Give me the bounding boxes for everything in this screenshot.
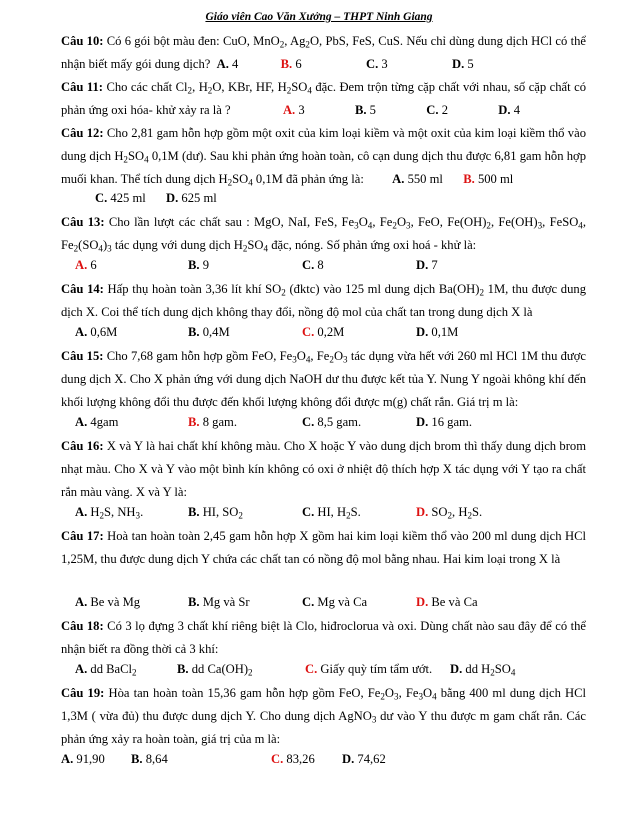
answer-option: B. 0,4M xyxy=(188,325,230,339)
question-label: Câu 12: xyxy=(61,126,104,140)
answer-option: C. 8,5 gam. xyxy=(302,415,362,429)
question-14: Câu 14: Hấp thụ hoàn toàn 3,36 lít khí $SO_2$ (đktc) vào 125 ml dung dịch $Ba(OH)_2$ 1M, thu được dung dịch X. Coi thể tích dung dịch không thay đổi, nồng độ mol của chất tan trong dung dịch X là xyxy=(61,282,586,319)
answer-option: B. 500 ml xyxy=(463,172,514,186)
question-15: Câu 15: Cho 7,68 gam hỗn hợp gồm FeO, $Fe_3O_4$, $Fe_2O_3$ tác dụng vừa hết với 260 ml HCl 1M thu được dung dịch X. Cho X phản ứng với dung dịch NaOH dư thu được kết tủa Y. Nung Y ngoài không khí đến khối lượng không đổi thu được đến khối lượng không đổi được m(g) chất rắn. Giá trị m là: xyxy=(61,349,586,409)
answer-option: D. 0,1M xyxy=(416,325,459,339)
answer-option: D. 74,62 xyxy=(342,752,386,766)
answer-option: B. Mg và Sr xyxy=(188,595,250,609)
answer-option: A. $H_2S$, $NH_3$. xyxy=(75,505,144,521)
answer-option: A. 91,90 xyxy=(61,752,105,766)
question-label: Câu 19: xyxy=(61,686,105,700)
question-label: Câu 15: xyxy=(61,349,104,363)
answer-option: C. 2 xyxy=(426,103,448,117)
question-11: Câu 11: Cho các chất $Cl_2$, $H_2O$, KBr, HF, $H_2SO_4$ đặc. Đem trộn từng cặp chất với nhau, số cặp chất có phản ứng oxi hóa- khử xảy ra là ? A. 3 B. 5 C. 2 D. 4 xyxy=(61,80,586,117)
answer-option: C. 83,26 xyxy=(271,752,315,766)
answer-option: D. 4 xyxy=(498,103,520,117)
answer-option: D. 16 gam. xyxy=(416,415,472,429)
answer-option: B. 5 xyxy=(354,103,376,117)
answer-option: C. 0,2M xyxy=(302,325,345,339)
answer-option: B. 8 gam. xyxy=(188,415,237,429)
question-label: Câu 14: xyxy=(61,282,104,296)
answer-option: C. 8 xyxy=(302,258,324,272)
question-10: Câu 10: Có 6 gói bột màu đen: CuO, MnO$_2$, $Ag_2O$, PbS, FeS, CuS. Nếu chỉ dùng dung dịch HCl có thể nhận biết mấy gói dung dịch? A. 4 B. 6 C. 3 D. 5 xyxy=(61,34,586,71)
question-16: Câu 16: X và Y là hai chất khí không màu. Cho X hoặc Y vào dung dịch brom thì thấy dung dịch brom nhạt màu. Cho X và Y vào một bình kín không có oxi ở nhiệt độ thích hợp X tác dụng với Y tạo ra chất rắn màu vàng. X và Y là: xyxy=(61,439,586,499)
answer-option: A. dd BaCl$_2$ xyxy=(75,662,137,678)
question-12: Câu 12: Cho 2,81 gam hỗn hợp gồm một oxit của kim loại kiềm và một oxit của kim loại kiềm thổ vào dung dịch $H_2SO_4$ 0,1M (dư). Sau khi phản ứng hoàn toàn, cô cạn dung dịch thu được 6,81 gam hỗn hợp muối khan. Thể tích dung dịch $H_2SO_4$ 0,1M đã phản ứng là: A. 550 ml B. 500 ml xyxy=(61,126,586,188)
answer-option: A. 4 xyxy=(216,57,239,71)
question-label: Câu 13: xyxy=(61,215,105,229)
answer-option: D. $SO_2$, $H_2S$. xyxy=(416,505,483,521)
answer-option: C. HI, $H_2S$. xyxy=(302,505,361,521)
answer-option: D. 5 xyxy=(452,57,474,71)
answer-option: B. 9 xyxy=(188,258,210,272)
question-17: Câu 17: Hoà tan hoàn toàn 2,45 gam hỗn hợp X gồm hai kim loại kiềm thổ vào 200 ml dung dịch HCl 1,25M, thu được dung dịch Y chứa các chất tan có nồng độ mol bằng nhau. Hai kim loại trong X là xyxy=(61,529,586,566)
answer-option: C. 425 ml xyxy=(95,191,146,205)
answer-option: B. HI, $SO_2$ xyxy=(188,505,243,521)
answer-option: B. 8,64 xyxy=(131,752,168,766)
answer-option: D. 625 ml xyxy=(166,191,217,205)
question-19: Câu 19: Hòa tan hoàn toàn 15,36 gam hỗn hợp gồm FeO, $Fe_2O_3$, $Fe_3O_4$ bằng 400 ml dung dịch HCl 1,3M ( vừa đủ) thu được dung dịch Y. Cho dung dịch AgNO$_3$ dư vào Y thu được m gam chất rắn. Các phản ứng xảy ra hoàn toàn, giá trị của m là: xyxy=(61,686,586,746)
answer-option: B. dd $Ca(OH)_2$ xyxy=(177,662,253,678)
answer-option: A. 550 ml xyxy=(392,172,443,186)
answer-option: C. Mg và Ca xyxy=(302,595,368,609)
answer-option: C. 3 xyxy=(365,57,388,71)
answer-option: A. 4gam xyxy=(75,415,119,429)
answer-option: B. 6 xyxy=(280,57,302,71)
question-label: Câu 18: xyxy=(61,619,104,633)
answer-option: D. Be và Ca xyxy=(416,595,478,609)
question-label: Câu 10: xyxy=(61,34,104,48)
question-label: Câu 16: xyxy=(61,439,104,453)
question-label: Câu 17: xyxy=(61,529,104,543)
question-13: Câu 13: Cho lần lượt các chất sau : MgO, NaI, FeS, $Fe_3O_4$, $Fe_2O_3$, FeO, $Fe(OH)_2$, $Fe(OH)_3$, FeSO$_4$, $Fe_2(SO_4)_3$ tác dụng với dung dịch $H_2SO_4$ đặc, nóng. Số phản ứng oxi hoá - khử là: xyxy=(61,215,586,254)
question-label: Câu 11: xyxy=(61,80,103,94)
page-header: Giáo viên Cao Văn Xưởng – THPT Ninh Giang xyxy=(205,11,433,23)
answer-option: A. 3 xyxy=(282,103,305,117)
answer-option: D. dd $H_2SO_4$ xyxy=(450,662,516,678)
answer-option: C. Giấy quỳ tím tẩm ướt. xyxy=(305,662,433,676)
answer-option: A. Be và Mg xyxy=(75,595,141,609)
question-18: Câu 18: Có 3 lọ đựng 3 chất khí riêng biệt là Clo, hiđroclorua và oxi. Dùng chất nào sau đây để có thể nhận biết ra đồng thời cả 3 khí: xyxy=(61,619,587,656)
answer-option: A. 6 xyxy=(75,258,97,272)
answer-option: D. 7 xyxy=(416,258,438,272)
answer-option: A. 0,6M xyxy=(75,325,118,339)
